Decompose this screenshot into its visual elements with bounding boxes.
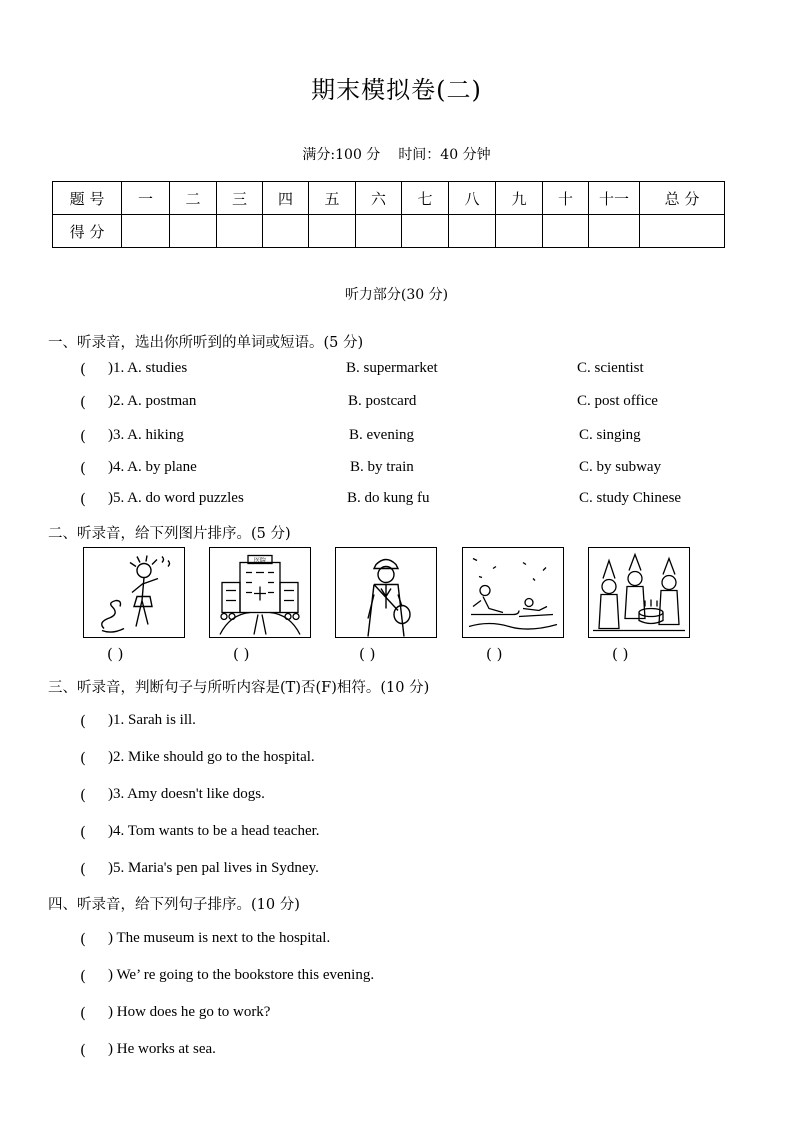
hospital-sign: 医院 (254, 557, 267, 565)
score-cell-header: 五 (309, 182, 356, 215)
answer-open-paren[interactable]: ( (80, 360, 86, 378)
true-false-item: )3. Amy doesn't like dogs. (108, 786, 265, 802)
score-cell[interactable] (356, 215, 402, 248)
picture-answer-blank[interactable]: ( ) (359, 645, 376, 663)
picture-answer-blank[interactable]: ( ) (486, 645, 503, 663)
option-c: C. post office (577, 393, 658, 409)
score-cell-header: 七 (402, 182, 449, 215)
score-cell-header: 十 (543, 182, 589, 215)
question-number-option-a: )5. A. do word puzzles (108, 490, 244, 506)
score-table (52, 181, 725, 248)
option-b: B. do kung fu (347, 490, 430, 506)
score-cell[interactable] (309, 215, 356, 248)
true-false-item: )1. Sarah is ill. (108, 712, 196, 728)
ordering-item: ) He works at sea. (108, 1041, 216, 1057)
option-c: C. study Chinese (579, 490, 682, 506)
answer-open-paren[interactable]: ( (80, 393, 86, 411)
score-cell-header: 八 (449, 182, 496, 215)
answer-open-paren[interactable]: ( (80, 427, 86, 445)
score-cell[interactable] (640, 215, 725, 248)
option-b: B. evening (349, 427, 414, 443)
answer-open-paren[interactable]: ( (80, 930, 86, 948)
option-b: B. postcard (348, 393, 417, 409)
score-cell[interactable] (263, 215, 309, 248)
ordering-item: ) The museum is next to the hospital. (108, 930, 331, 946)
picture-hospital (209, 547, 311, 638)
answer-open-paren[interactable]: ( (80, 786, 86, 804)
score-cell[interactable] (449, 215, 496, 248)
picture-answer-blank[interactable]: ( ) (107, 645, 124, 663)
picture-answer-blank[interactable]: ( ) (612, 645, 629, 663)
section1-heading: 一、听录音，选出你所听到的单词或短语。(5 分) (48, 335, 364, 351)
score-row-label: 得 分 (53, 215, 122, 248)
ordering-item: ) How does he go to work? (108, 1004, 271, 1020)
option-b: B. supermarket (346, 360, 438, 376)
section4-heading: 四、听录音，给下列句子排序。(10 分) (48, 897, 300, 913)
answer-open-paren[interactable]: ( (80, 967, 86, 985)
option-c: C. singing (579, 427, 641, 443)
answer-open-paren[interactable]: ( (80, 1004, 86, 1022)
section3-heading: 三、听录音，判断句子与所听内容是(T)否(F)相符。(10 分) (48, 680, 430, 696)
option-c: C. by subway (579, 459, 662, 475)
option-c: C. scientist (577, 360, 644, 376)
option-b: B. by train (350, 459, 414, 475)
answer-open-paren[interactable]: ( (80, 823, 86, 841)
score-cell-header: 二 (170, 182, 217, 215)
answer-open-paren[interactable]: ( (80, 749, 86, 767)
page-title: 期末模拟卷(二) (311, 76, 482, 104)
true-false-item: )5. Maria's pen pal lives in Sydney. (108, 860, 319, 876)
true-false-item: )2. Mike should go to the hospital. (108, 749, 315, 765)
score-cell[interactable] (217, 215, 263, 248)
picture-girl-and-snake (83, 547, 185, 638)
score-cell-header: 一 (122, 182, 170, 215)
exam-time: 时间：40 分钟 (398, 147, 491, 163)
section2-heading: 二、听录音，给下列图片排序。(5 分) (48, 526, 291, 542)
true-false-item: )4. Tom wants to be a head teacher. (108, 823, 320, 839)
question-number-option-a: )3. A. hiking (108, 427, 184, 443)
picture-postman (335, 547, 437, 638)
score-cell-header: 四 (263, 182, 309, 215)
score-cell[interactable] (543, 215, 589, 248)
ordering-item: ) We’ re going to the bookstore this evening. (108, 967, 375, 983)
score-cell-header: 三 (217, 182, 263, 215)
score-cell-header: 十一 (589, 182, 640, 215)
score-cell[interactable] (170, 215, 217, 248)
score-table-score-row (53, 215, 725, 248)
answer-open-paren[interactable]: ( (80, 860, 86, 878)
score-cell-total: 总 分 (640, 182, 725, 215)
score-cell[interactable] (402, 215, 449, 248)
question-number-option-a: )1. A. studies (108, 360, 188, 376)
score-cell[interactable] (589, 215, 640, 248)
score-cell-header: 九 (496, 182, 543, 215)
score-cell-header: 六 (356, 182, 402, 215)
listening-part-title: 听力部分(30 分) (344, 287, 449, 303)
score-cell[interactable] (496, 215, 543, 248)
question-number-option-a: )2. A. postman (108, 393, 197, 409)
score-table-header-row (53, 182, 725, 215)
picture-answer-blank[interactable]: ( ) (233, 645, 250, 663)
answer-open-paren[interactable]: ( (80, 459, 86, 477)
answer-open-paren[interactable]: ( (80, 490, 86, 508)
answer-open-paren[interactable]: ( (80, 1041, 86, 1059)
full-score: 满分:100 分 (302, 147, 381, 163)
question-number-option-a: )4. A. by plane (108, 459, 197, 475)
score-cell[interactable] (122, 215, 170, 248)
exam-meta (0, 144, 793, 164)
answer-open-paren[interactable]: ( (80, 712, 86, 730)
score-cell-label: 题 号 (53, 182, 122, 215)
picture-birthday-party (588, 547, 690, 638)
picture-children-sledding (462, 547, 564, 638)
